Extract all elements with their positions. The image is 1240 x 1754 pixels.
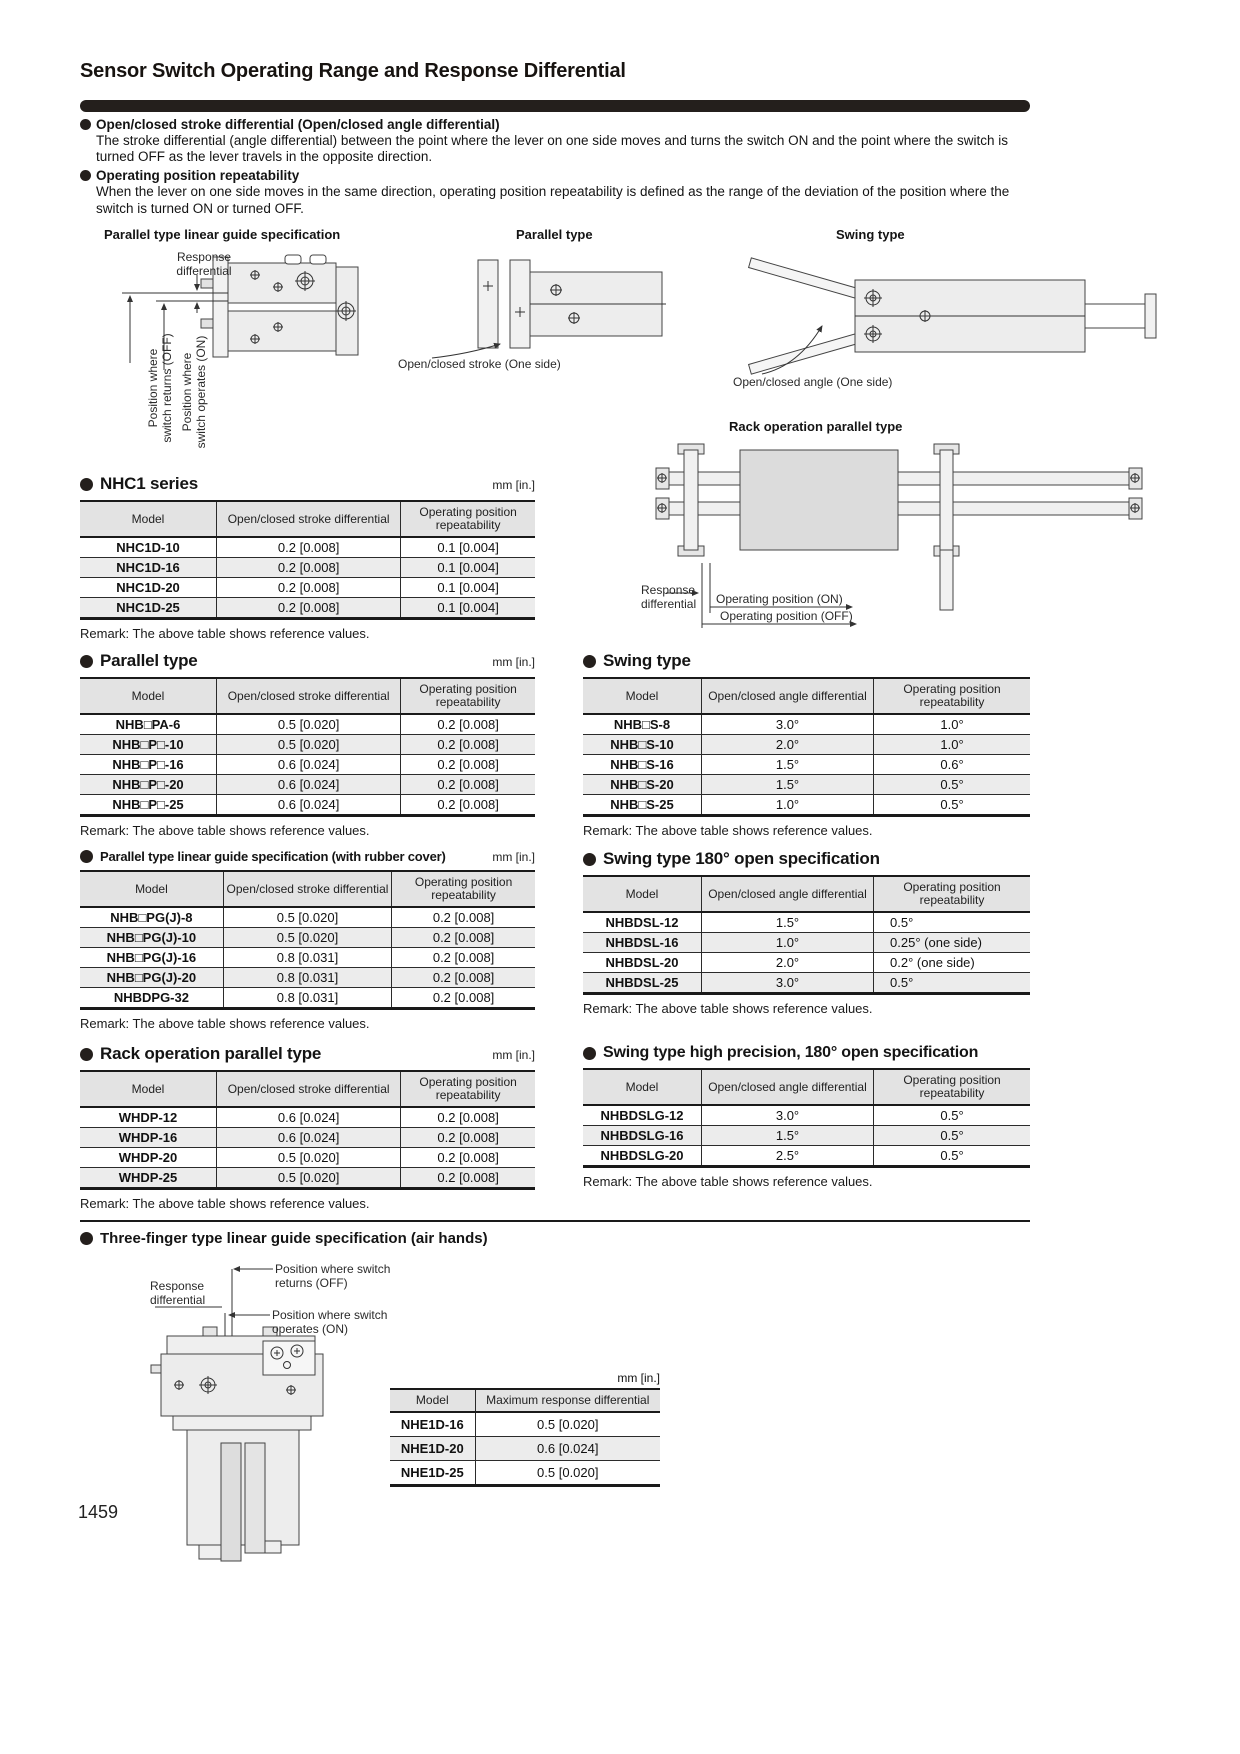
value-cell: 0.2 [0.008] <box>392 968 535 988</box>
column-header: Operating position repeatability <box>874 876 1030 912</box>
table-row <box>80 735 535 755</box>
column-header: Model <box>80 1071 217 1107</box>
value-cell: 0.2 [0.008] <box>392 907 535 928</box>
value-cell: 0.5° <box>874 1146 1030 1167</box>
value-cell: 0.25° (one side) <box>874 933 1030 953</box>
table-row <box>583 1146 1030 1167</box>
value-cell: 0.1 [0.004] <box>401 537 535 558</box>
section-swing-high-precision <box>583 1044 1030 1189</box>
three-finger-diagram <box>95 1253 435 1565</box>
bullet-icon <box>80 478 93 491</box>
model-cell: NHB□S-8 <box>613 717 671 733</box>
column-header: Model <box>390 1389 475 1412</box>
value-cell: 1.0° <box>874 735 1030 755</box>
bullet-icon <box>80 170 91 181</box>
swing-diagram <box>740 246 1160 386</box>
section-title: Parallel type linear guide specification (with rubber cover) <box>100 849 446 864</box>
nhc1-table <box>80 500 535 620</box>
unit-label: mm [in.] <box>492 1048 535 1062</box>
value-cell: 0.5 [0.020] <box>217 1148 401 1168</box>
value-cell: 0.5 [0.020] <box>475 1412 660 1437</box>
section-title: Rack operation parallel type <box>100 1044 322 1063</box>
model-cell: NHC1D-20 <box>80 578 217 598</box>
intro-item-title <box>80 168 1034 183</box>
table-row <box>80 948 535 968</box>
value-cell: 0.8 [0.031] <box>223 948 391 968</box>
intro-item-title <box>80 117 1034 132</box>
value-cell: 3.0° <box>701 1105 873 1126</box>
model-cell: WHDP-12 <box>118 1110 178 1126</box>
model-cell: NHE1D-16 <box>400 1417 464 1433</box>
column-header: Model <box>80 871 223 907</box>
value-cell: 1.5° <box>701 755 873 775</box>
column-header: Open/closed angle differential <box>701 678 873 714</box>
page-title: Sensor Switch Operating Range and Response Differential <box>80 60 626 82</box>
header-row <box>80 501 535 537</box>
table-row <box>583 1105 1030 1126</box>
value-cell: 0.2 [0.008] <box>217 598 401 619</box>
model-cell: NHB□P□-25 <box>80 795 217 816</box>
model-cell: NHB□S-16 <box>583 755 701 775</box>
model-cell: NHB□PG(J)-8 <box>110 910 193 926</box>
section-swing-180 <box>583 849 1030 1016</box>
intro-body-text: When the lever on one side moves in the same direction, operating position repeatability is defined as the range of the deviation of the position where the switch is turned ON or turned OFF. <box>96 184 1010 216</box>
parallel-table <box>80 677 535 817</box>
model-cell: NHBDSLG-20 <box>583 1146 701 1167</box>
table-row <box>390 1437 660 1461</box>
diagram-title-rack: Rack operation parallel type <box>729 419 903 434</box>
model-cell: NHB□P□-10 <box>80 735 217 755</box>
value-cell: 0.6 [0.024] <box>217 795 401 816</box>
tf-response-differential-label: Response differential <box>150 1279 206 1308</box>
value-cell: 0.5 [0.020] <box>217 1168 401 1189</box>
value-cell: 0.5° <box>874 775 1030 795</box>
section-title: Swing type <box>603 651 691 670</box>
table-row <box>80 1128 535 1148</box>
remark-text: Remark: The above table shows reference values. <box>583 1001 873 1017</box>
header-row <box>583 876 1030 912</box>
section-nhc1 <box>80 474 535 641</box>
section-title: Swing type 180° open specification <box>603 849 880 868</box>
model-cell: NHE1D-25 <box>390 1461 475 1486</box>
table-row <box>80 558 535 578</box>
value-cell: 0.5 [0.020] <box>475 1461 660 1486</box>
column-header: Operating position repeatability <box>401 501 535 537</box>
header-row <box>80 871 535 907</box>
table-row <box>583 1126 1030 1146</box>
table-row <box>583 735 1030 755</box>
value-cell: 0.2 [0.008] <box>401 1107 535 1128</box>
rack-off-label: Operating position (OFF) <box>720 609 853 623</box>
three-finger-title: Three-finger type linear guide specification (air hands) <box>100 1230 488 1247</box>
section-rack <box>80 1044 535 1211</box>
value-cell: 0.2 [0.008] <box>392 948 535 968</box>
section-header <box>583 849 1030 869</box>
table-row <box>80 578 535 598</box>
value-cell: 0.2° (one side) <box>874 953 1030 973</box>
table-row <box>80 907 535 928</box>
value-cell: 3.0° <box>701 973 873 994</box>
three-finger-header <box>80 1230 488 1247</box>
value-cell: 0.5° <box>874 1126 1030 1146</box>
value-cell: 0.2 [0.008] <box>217 558 401 578</box>
value-cell: 0.5 [0.020] <box>223 928 391 948</box>
value-cell: 0.2 [0.008] <box>401 795 535 816</box>
intro <box>80 117 1034 220</box>
model-cell: NHBDSL-20 <box>583 953 701 973</box>
column-header: Model <box>583 876 701 912</box>
model-cell: NHBDSLG-16 <box>583 1126 701 1146</box>
table-row <box>80 537 535 558</box>
value-cell: 0.5° <box>874 973 1030 994</box>
column-header: Open/closed stroke differential <box>217 678 401 714</box>
column-header: Open/closed angle differential <box>701 876 873 912</box>
model-cell: NHC1D-25 <box>80 598 217 619</box>
value-cell: 0.5° <box>874 912 1030 933</box>
response-differential-label: Response differential <box>176 250 232 279</box>
remark-text: Remark: The above table shows reference values. <box>80 626 370 642</box>
section-header <box>80 474 535 494</box>
table-row <box>583 714 1030 735</box>
gripper-drawing <box>740 246 1160 386</box>
diagram-title-parallel: Parallel type <box>516 227 593 242</box>
value-cell: 1.0° <box>701 795 873 816</box>
gripper-drawing <box>640 438 1165 638</box>
table-row <box>80 968 535 988</box>
section-header <box>80 1044 535 1064</box>
header-row <box>583 678 1030 714</box>
gripper-drawing <box>420 246 670 366</box>
bullet-icon <box>80 655 93 668</box>
intro-title-text: Operating position repeatability <box>96 168 300 184</box>
page-number: 1459 <box>78 1502 119 1522</box>
diagram-title-parallel-linear-guide: Parallel type linear guide specification <box>104 227 341 242</box>
value-cell: 0.2 [0.008] <box>401 735 535 755</box>
value-cell: 1.5° <box>701 1126 873 1146</box>
value-cell: 2.0° <box>701 735 873 755</box>
remark-text: Remark: The above table shows reference values. <box>583 823 873 839</box>
diagram-title-swing: Swing type <box>836 227 905 242</box>
table-row <box>80 928 535 948</box>
bullet-icon <box>583 1047 596 1060</box>
rack-on-label: Operating position (ON) <box>716 592 843 606</box>
parallel-diagram <box>420 246 670 366</box>
value-cell: 0.2 [0.008] <box>401 755 535 775</box>
value-cell: 0.2 [0.008] <box>401 775 535 795</box>
remark-text: Remark: The above table shows reference values. <box>80 1196 370 1212</box>
bullet-icon <box>80 1232 93 1245</box>
section-rubber-cover <box>80 849 535 1031</box>
header-row <box>80 1071 535 1107</box>
value-cell: 0.5 [0.020] <box>217 714 401 735</box>
value-cell: 1.5° <box>701 775 873 795</box>
value-cell: 0.6 [0.024] <box>475 1437 660 1461</box>
bullet-icon <box>80 850 93 863</box>
model-cell: NHB□P□-16 <box>80 755 217 775</box>
switch-off-label: Position where switch returns (OFF) <box>146 333 175 443</box>
value-cell: 0.8 [0.031] <box>223 968 391 988</box>
table-row <box>583 973 1030 994</box>
value-cell: 0.5° <box>874 1105 1030 1126</box>
model-cell: NHB□PG(J)-10 <box>80 928 223 948</box>
column-header: Open/closed angle differential <box>701 1069 873 1105</box>
model-cell: NHC1D-10 <box>116 540 180 556</box>
model-cell: NHBDSLG-12 <box>600 1108 684 1124</box>
title-rule <box>80 100 1030 112</box>
value-cell: 0.1 [0.004] <box>401 578 535 598</box>
table-row <box>390 1461 660 1486</box>
three-finger-table <box>390 1388 660 1487</box>
remark-text: Remark: The above table shows reference values. <box>583 1174 873 1190</box>
model-cell: NHB□P□-20 <box>80 775 217 795</box>
header-row <box>80 678 535 714</box>
gripper-drawing <box>95 1253 435 1565</box>
value-cell: 0.5 [0.020] <box>223 907 391 928</box>
table-row <box>390 1412 660 1437</box>
bullet-icon <box>583 853 596 866</box>
model-cell: NHB□PG(J)-16 <box>80 948 223 968</box>
header-row <box>583 1069 1030 1105</box>
open-closed-stroke-label: Open/closed stroke (One side) <box>398 357 561 371</box>
rack-table <box>80 1070 535 1190</box>
rubber-cover-table <box>80 870 535 1010</box>
value-cell: 0.2 [0.008] <box>401 1128 535 1148</box>
open-closed-angle-label: Open/closed angle (One side) <box>733 375 893 389</box>
table-row <box>80 1148 535 1168</box>
table-row <box>80 775 535 795</box>
table-row <box>80 714 535 735</box>
intro-body-text: The stroke differential (angle differential) between the point where the lever on one side moves and turns the switch ON and the point where the switch is turned OFF as the lever travels in the opposite direction. <box>96 133 1009 165</box>
model-cell: NHBDSL-16 <box>583 933 701 953</box>
header-row <box>390 1389 660 1412</box>
value-cell: 0.1 [0.004] <box>401 558 535 578</box>
column-header: Open/closed stroke differential <box>223 871 391 907</box>
value-cell: 1.5° <box>701 912 873 933</box>
section-swing <box>583 651 1030 838</box>
rack-response-differential-label: Response differential <box>641 583 697 612</box>
section-header <box>80 651 535 671</box>
table-row <box>583 933 1030 953</box>
column-header: Operating position repeatability <box>401 1071 535 1107</box>
unit-label: mm [in.] <box>492 478 535 492</box>
unit-label: mm [in.] <box>617 1371 660 1385</box>
value-cell: 2.0° <box>701 953 873 973</box>
column-header: Operating position repeatability <box>401 678 535 714</box>
section-divider <box>80 1220 1030 1222</box>
tf-switch-on-label: Position where switch operates (ON) <box>272 1308 388 1337</box>
value-cell: 0.2 [0.008] <box>401 1148 535 1168</box>
model-cell: NHB□S-10 <box>583 735 701 755</box>
model-cell: NHB□S-20 <box>583 775 701 795</box>
value-cell: 0.6 [0.024] <box>217 1128 401 1148</box>
table-row <box>80 988 535 1009</box>
section-header <box>583 1044 1030 1062</box>
value-cell: 0.6 [0.024] <box>217 755 401 775</box>
model-cell: WHDP-16 <box>80 1128 217 1148</box>
value-cell: 2.5° <box>701 1146 873 1167</box>
value-cell: 0.2 [0.008] <box>217 537 401 558</box>
table-row <box>80 598 535 619</box>
column-header: Model <box>80 678 217 714</box>
bullet-icon <box>80 119 91 130</box>
column-header: Operating position repeatability <box>874 1069 1030 1105</box>
value-cell: 0.2 [0.008] <box>392 928 535 948</box>
section-title: NHC1 series <box>100 474 198 493</box>
swing-table <box>583 677 1030 817</box>
column-header: Model <box>583 1069 701 1105</box>
model-cell: WHDP-20 <box>80 1148 217 1168</box>
bullet-icon <box>80 1048 93 1061</box>
section-header <box>583 651 1030 671</box>
section-header <box>80 849 535 864</box>
tf-switch-off-label: Position where switch returns (OFF) <box>275 1262 391 1291</box>
table-row <box>583 755 1030 775</box>
value-cell: 1.0° <box>874 714 1030 735</box>
value-cell: 0.5° <box>874 795 1030 816</box>
section-title: Parallel type <box>100 651 198 670</box>
model-cell: NHB□PA-6 <box>115 717 181 733</box>
table-row <box>80 1168 535 1189</box>
value-cell: 0.5 [0.020] <box>217 735 401 755</box>
column-header: Maximum response differential <box>475 1389 660 1412</box>
value-cell: 0.6 [0.024] <box>217 775 401 795</box>
remark-text: Remark: The above table shows reference values. <box>80 1016 370 1032</box>
model-cell: NHBDPG-32 <box>80 988 223 1009</box>
model-cell: WHDP-25 <box>80 1168 217 1189</box>
model-cell: NHC1D-16 <box>80 558 217 578</box>
model-cell: NHBDSL-25 <box>583 973 701 994</box>
section-three-finger-table <box>390 1371 660 1487</box>
section-parallel <box>80 651 535 838</box>
value-cell: 0.2 [0.008] <box>217 578 401 598</box>
value-cell: 0.2 [0.008] <box>401 1168 535 1189</box>
value-cell: 0.6° <box>874 755 1030 775</box>
swing-high-precision-table <box>583 1068 1030 1168</box>
unit-label: mm [in.] <box>492 850 535 864</box>
model-cell: NHBDSL-12 <box>605 915 679 931</box>
rack-diagram <box>640 438 1165 638</box>
column-header: Model <box>80 501 217 537</box>
table-row <box>583 953 1030 973</box>
table-row <box>80 1107 535 1128</box>
column-header: Model <box>583 678 701 714</box>
column-header: Open/closed stroke differential <box>217 501 401 537</box>
switch-on-label: Position where switch operates (ON) <box>180 335 209 449</box>
value-cell: 0.6 [0.024] <box>217 1107 401 1128</box>
section-title: Swing type high precision, 180° open specification <box>603 1044 979 1061</box>
value-cell: 0.8 [0.031] <box>223 988 391 1009</box>
column-header: Operating position repeatability <box>392 871 535 907</box>
value-cell: 0.1 [0.004] <box>401 598 535 619</box>
model-cell: NHB□S-25 <box>583 795 701 816</box>
value-cell: 0.2 [0.008] <box>401 714 535 735</box>
value-cell: 0.2 [0.008] <box>392 988 535 1009</box>
table-row <box>80 795 535 816</box>
intro-title-text: Open/closed stroke differential (Open/closed angle differential) <box>96 117 500 132</box>
value-cell: 1.0° <box>701 933 873 953</box>
table-row <box>583 775 1030 795</box>
unit-label: mm [in.] <box>492 655 535 669</box>
column-header: Operating position repeatability <box>874 678 1030 714</box>
value-cell: 3.0° <box>701 714 873 735</box>
table-row <box>80 755 535 775</box>
remark-text: Remark: The above table shows reference values. <box>80 823 370 839</box>
swing-180-table <box>583 875 1030 995</box>
column-header: Open/closed stroke differential <box>217 1071 401 1107</box>
table-row <box>583 795 1030 816</box>
table-row <box>583 912 1030 933</box>
model-cell: NHB□PG(J)-20 <box>80 968 223 988</box>
bullet-icon <box>583 655 596 668</box>
model-cell: NHE1D-20 <box>390 1437 475 1461</box>
